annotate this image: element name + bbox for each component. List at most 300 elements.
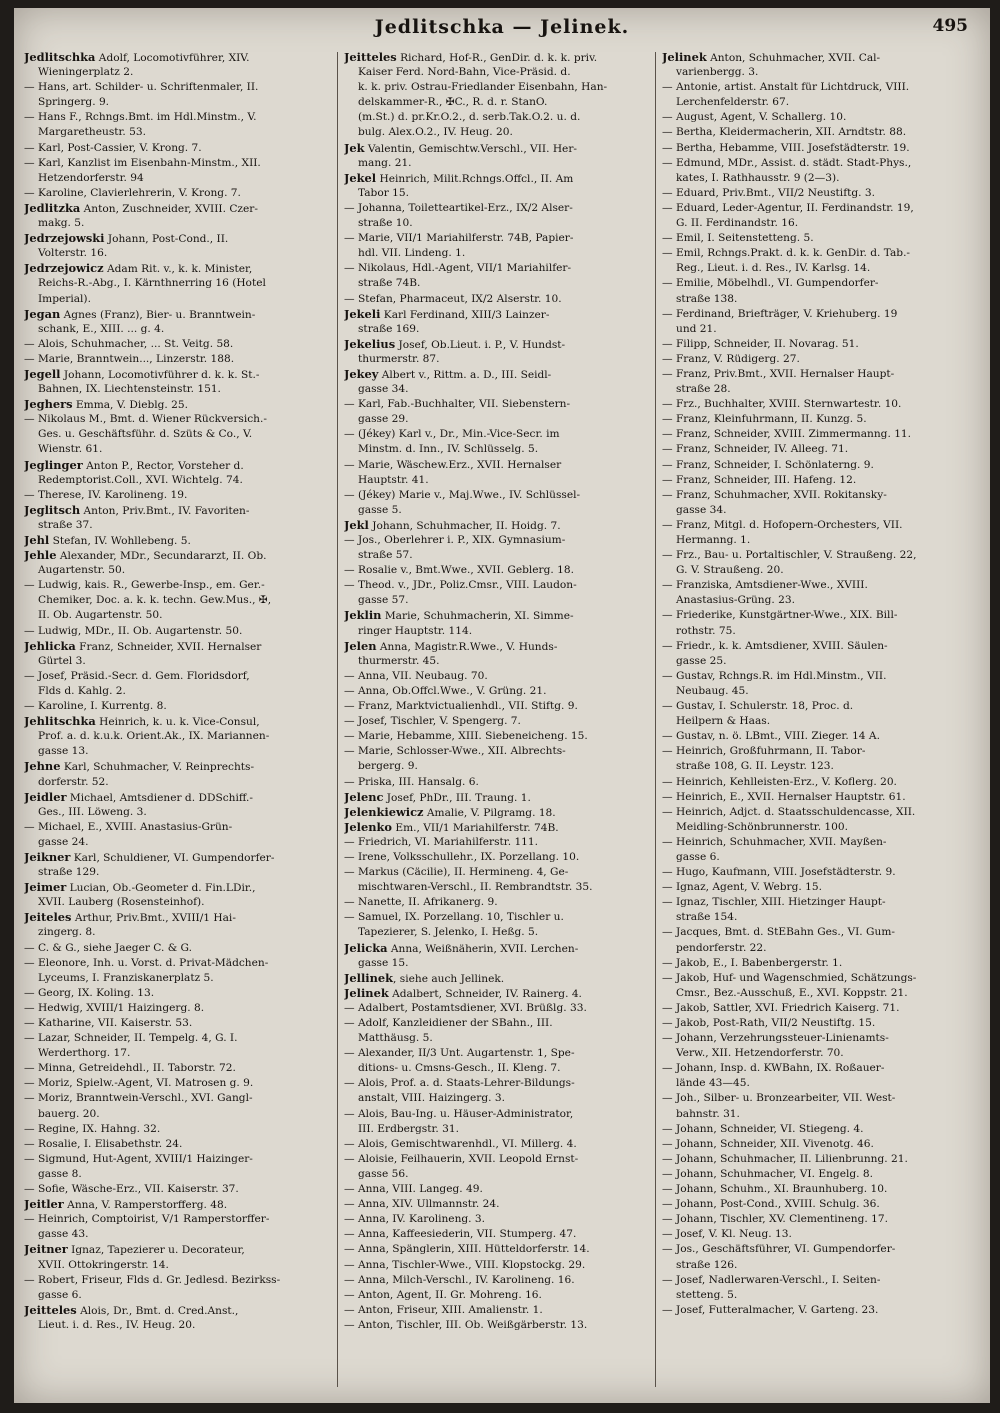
entry-text: XVII. Lauberg (Rosensteinhof). [38, 896, 205, 909]
entry-text: — Ignaz, Agent, V. Webrg. 15. [662, 881, 822, 894]
entry-text: — Hans, art. Schilder- u. Schriftenmaler, II. [24, 81, 259, 94]
directory-line [662, 835, 964, 850]
directory-line [662, 1001, 964, 1016]
entry-text: G. II. Ferdinandstr. 16. [676, 217, 799, 230]
directory-line [662, 563, 964, 578]
directory-line [662, 624, 964, 639]
directory-line [24, 790, 326, 805]
entry-text: Emma, V. Dieblg. 25. [72, 399, 189, 412]
entry-text: — Frz., Buchhalter, XVIII. Sternwartestr. 10. [662, 398, 902, 411]
directory-line [344, 261, 646, 276]
directory-line [344, 684, 646, 699]
surname: Jeikner [24, 849, 71, 864]
directory-line [344, 1107, 646, 1122]
entry-text: — Franz, Mitgl. d. Hofopern-Orchesters, VII. [662, 518, 903, 531]
directory-line [344, 201, 646, 216]
directory-line [24, 1212, 326, 1227]
directory-line [344, 654, 646, 669]
entry-text: Marie, Schuhmacherin, XI. Simme- [381, 610, 574, 623]
entry-text: — Gustav, I. Schulerstr. 18, Proc. d. [662, 700, 854, 713]
entry-text: — Lazar, Schneider, II. Tempelg. 4, G. I. [24, 1032, 238, 1045]
entry-text: — Anton, Tischler, III. Ob. Weißgärberstr. 13. [344, 1318, 588, 1331]
entry-text: gasse 5. [358, 503, 402, 516]
entry-text: — Bertha, Kleidermacherin, XII. Arndtstr. 88. [662, 126, 907, 139]
entry-text: Alexander, MDr., Secundararzt, II. Ob. [56, 550, 267, 563]
entry-text: — Marie, Branntwein..., Linzerstr. 188. [24, 352, 235, 365]
directory-line [24, 1242, 326, 1257]
directory-line [662, 1242, 964, 1257]
entry-text: — Jakob, Sattler, XVI. Friedrich Kaiserg. 71. [662, 1001, 900, 1014]
entry-text: — Josef, Präsid.-Secr. d. Gem. Floridsdorf, [24, 669, 250, 682]
directory-line [344, 1122, 646, 1137]
surname: Jedrzejowicz [24, 261, 104, 276]
entry-text: — Rosalie, I. Elisabethstr. 24. [24, 1137, 183, 1150]
entry-text: Franz, Schneider, XVII. Hernalser [75, 640, 262, 653]
entry-text: Minstm. d. Inn., IV. Schlüsselg. 5. [358, 443, 539, 456]
entry-text: — Anton, Agent, II. Gr. Mohreng. 16. [344, 1288, 542, 1301]
directory-line [24, 352, 326, 367]
directory-line [344, 442, 646, 457]
column-divider [655, 52, 656, 1387]
directory-line [24, 1001, 326, 1016]
entry-text: Volterstr. 16. [38, 247, 108, 260]
directory-line [344, 729, 646, 744]
directory-line [662, 1288, 964, 1303]
entry-text: Richard, Hof-R., GenDir. d. k. k. priv. [396, 52, 598, 64]
directory-line [662, 276, 964, 291]
directory-line [24, 895, 326, 910]
entry-text: und 21. [676, 322, 717, 335]
entry-text: — Jos., Geschäftsführer, VI. Gumpendorfer- [662, 1243, 896, 1256]
directory-line [344, 1227, 646, 1242]
directory-line [662, 367, 964, 382]
entry-text: dorferstr. 52. [38, 775, 109, 788]
entry-text: — Robert, Friseur, Flds d. Gr. Jedlesd. Bezirkss- [24, 1273, 281, 1286]
entry-text: — Therese, IV. Karolineng. 19. [24, 488, 188, 501]
entry-text: II. Ob. Augartenstr. 50. [38, 609, 163, 622]
directory-line [662, 397, 964, 412]
entry-text: Johann, Locomotivführer d. k. k. St.- [60, 368, 260, 381]
directory-line [344, 593, 646, 608]
entry-text: Bahnen, IX. Liechtensteinstr. 151. [38, 383, 221, 396]
entry-text: Karl Ferdinand, XIII/3 Lainzer- [380, 308, 550, 321]
directory-line [24, 503, 326, 518]
directory-line [662, 654, 964, 669]
directory-line [344, 50, 646, 65]
directory-line [662, 714, 964, 729]
directory-line [344, 307, 646, 322]
entry-text: gasse 56. [358, 1167, 409, 1180]
directory-line [344, 805, 646, 820]
directory-line [662, 895, 964, 910]
entry-text: straße 108, G. II. Leystr. 123. [676, 760, 834, 773]
entry-text: Margaretheustr. 53. [38, 126, 147, 139]
directory-line [24, 1197, 326, 1212]
entry-text: Imperial). [38, 292, 91, 305]
directory-line [24, 1318, 326, 1333]
entry-text: Gürtel 3. [38, 654, 86, 667]
directory-line [344, 925, 646, 940]
entry-text: — Anna, Tischler-Wwe., VIII. Klopstockg. 29. [344, 1258, 586, 1271]
directory-line [662, 744, 964, 759]
directory-line [24, 759, 326, 774]
directory-line [24, 910, 326, 925]
entry-text: Adalbert, Schneider, IV. Rainerg. 4. [388, 987, 582, 1000]
directory-line [344, 1152, 646, 1167]
page-number: 495 [932, 16, 968, 36]
entry-text: — Johann, Post-Cond., XVIII. Schulg. 36. [662, 1198, 880, 1211]
directory-line [344, 186, 646, 201]
surname: Jellinek [344, 970, 394, 985]
entry-text: — Jacques, Bmt. d. StEBahn Ges., VI. Gum- [662, 926, 895, 939]
entry-text: Hetzendorferstr. 94 [38, 171, 144, 184]
entry-text: Amalie, V. Pilgramg. 18. [423, 806, 556, 819]
directory-line [344, 80, 646, 95]
directory-line [24, 488, 326, 503]
entry-text: — Franz, V. Rüdigerg. 27. [662, 352, 800, 365]
entry-text: — Johann, Insp. d. KWBahn, IX. Roßauer- [662, 1062, 885, 1075]
entry-text: straße 28. [676, 383, 731, 396]
directory-line [344, 744, 646, 759]
entry-text: Anna, Weißnäherin, XVII. Lerchen- [387, 942, 579, 955]
surname: Jeitteles [24, 1302, 77, 1317]
entry-text: — Friedrich, VI. Mariahilferstr. 111. [344, 835, 539, 848]
directory-line [662, 1031, 964, 1046]
directory-line [662, 533, 964, 548]
directory-line [24, 458, 326, 473]
directory-line [24, 820, 326, 835]
directory-line [24, 1061, 326, 1076]
directory-line [662, 1061, 964, 1076]
directory-line [24, 307, 326, 322]
directory-line [344, 971, 646, 986]
directory-line [344, 141, 646, 156]
directory-line [24, 442, 326, 457]
surname: Jedlitzka [24, 200, 81, 215]
entry-text: — Michael, E., XVIII. Anastasius-Grün- [24, 820, 233, 833]
entry-text: — Karoline, Clavierlehrerin, V. Krong. 7. [24, 186, 241, 199]
entry-text: Johann, Post-Cond., II. [104, 233, 229, 246]
entry-text: — Karl, Post-Cassier, V. Krong. 7. [24, 141, 202, 154]
entry-text: — Minna, Getreidehdl., II. Taborstr. 72. [24, 1062, 236, 1075]
entry-text: gasse 15. [358, 956, 409, 969]
entry-text: stetteng. 5. [676, 1288, 738, 1301]
directory-line [662, 1303, 964, 1318]
directory-line [24, 261, 326, 276]
directory-line [344, 880, 646, 895]
entry-text: — Ferdinand, Briefträger, V. Kriehuberg. 19 [662, 307, 898, 320]
directory-line [24, 684, 326, 699]
entry-text: bergerg. 9. [358, 760, 418, 773]
directory-line [24, 518, 326, 533]
directory-line [662, 201, 964, 216]
directory-line [662, 971, 964, 986]
directory-line [662, 925, 964, 940]
directory-line [344, 1046, 646, 1061]
entry-text: Arthur, Priv.Bmt., XVIII/1 Hai- [71, 912, 236, 925]
directory-line [344, 578, 646, 593]
entry-text: Cmsr., Bez.-Ausschuß, E., XVI. Koppstr. 21. [676, 986, 908, 999]
directory-line [662, 80, 964, 95]
surname: Jelinek [662, 50, 707, 64]
directory-line [344, 533, 646, 548]
entry-text: Adam Rit. v., k. k. Minister, [103, 263, 253, 276]
directory-line [344, 669, 646, 684]
entry-text: — Franz, Marktvictualienhdl., VII. Stiftg. 9. [344, 700, 578, 713]
surname: Jehle [24, 548, 57, 563]
entry-text: — Franziska, Amtsdiener-Wwe., XVIII. [662, 579, 868, 592]
entry-text: Stefan, IV. Wohllebeng. 5. [49, 535, 191, 547]
entry-text: — Alois, Schuhmacher, ... St. Veitg. 58. [24, 337, 234, 350]
directory-line [344, 775, 646, 790]
directory-line [344, 563, 646, 578]
directory-line [662, 941, 964, 956]
entry-text: — Alois, Gemischtwarenhdl., VI. Millerg. 4. [344, 1137, 577, 1150]
surname: Jeglinger [24, 457, 83, 472]
directory-line [24, 578, 326, 593]
entry-text: — Heinrich, Adjct. d. Staatsschuldencasse, XII. [662, 805, 916, 818]
entry-text: — Jakob, E., I. Babenbergerstr. 1. [662, 956, 843, 969]
entry-text: — Johann, Tischler, XV. Clementineng. 17. [662, 1213, 888, 1226]
surname: Jeghers [24, 397, 73, 412]
directory-line [662, 50, 964, 65]
directory-line [24, 322, 326, 337]
entry-text: Tabor 15. [358, 186, 409, 199]
directory-line [662, 156, 964, 171]
directory-line [24, 156, 326, 171]
entry-text: bauerg. 20. [38, 1107, 100, 1120]
directory-line [662, 503, 964, 518]
directory-line [24, 941, 326, 956]
surname: Jekelius [344, 336, 396, 351]
entry-text: Chemiker, Doc. a. k. k. techn. Gew.Mus., ✠, [38, 594, 272, 607]
directory-line [662, 956, 964, 971]
directory-line [24, 729, 326, 744]
entry-text: — Nikolaus, Hdl.-Agent, VII/1 Mariahilfer- [344, 262, 572, 275]
entry-text: — Alexander, II/3 Unt. Augartenstr. 1, Spe- [344, 1047, 575, 1060]
entry-text: gasse 13. [38, 745, 89, 758]
directory-line [662, 1091, 964, 1106]
directory-line [662, 820, 964, 835]
entry-text: — Bertha, Hebamme, VIII. Josefstädterstr. 19. [662, 141, 910, 154]
surname: Jegell [24, 366, 61, 381]
directory-line [344, 65, 646, 80]
directory-line [344, 1273, 646, 1288]
entry-text: — Anna, Milch-Verschl., IV. Karolineng. 16. [344, 1273, 575, 1286]
entry-text: — Georg, IX. Koling. 13. [24, 986, 155, 999]
directory-line [24, 1227, 326, 1242]
directory-line [24, 1076, 326, 1091]
directory-line [662, 216, 964, 231]
entry-text: — Josef, V. Kl. Neug. 13. [662, 1228, 792, 1241]
entry-text: — Filipp, Schneider, II. Novarag. 51. [662, 337, 859, 350]
entry-text: XVII. Ottokringerstr. 14. [38, 1258, 169, 1271]
entry-text: gasse 43. [38, 1228, 89, 1241]
directory-line [344, 639, 646, 654]
entry-text: — Johann, Schneider, VI. Stiegeng. 4. [662, 1122, 864, 1135]
entry-text: pendorferstr. 22. [676, 941, 767, 954]
directory-line [344, 518, 646, 533]
entry-text: — Johann, Verzehrungssteuer-Linienamts- [662, 1032, 889, 1045]
entry-text: Ges., III. Löweng. 3. [38, 805, 147, 818]
entry-text: straße 74B. [358, 277, 421, 290]
directory-line [24, 805, 326, 820]
directory-line [24, 835, 326, 850]
directory-line [24, 473, 326, 488]
entry-text: — Samuel, IX. Porzellang. 10, Tischler u. [344, 911, 564, 924]
directory-line [662, 322, 964, 337]
entry-text: — Anton, Friseur, XIII. Amalienstr. 1. [344, 1303, 543, 1316]
entry-text: — Gustav, n. ö. LBmt., VIII. Zieger. 14 A. [662, 730, 880, 743]
entry-text: Werderthorg. 17. [38, 1047, 131, 1060]
directory-line [662, 246, 964, 261]
surname: Jehl [24, 533, 50, 547]
directory-line [662, 65, 964, 80]
entry-text: zingerg. 8. [38, 926, 96, 939]
entry-text: — Anna, Ob.Offcl.Wwe., V. Grüng. 21. [344, 684, 547, 697]
directory-line [662, 775, 964, 790]
directory-line [662, 518, 964, 533]
directory-line [344, 548, 646, 563]
directory-line [344, 110, 646, 125]
entry-text: Wienstr. 61. [38, 443, 103, 456]
entry-text: Anton P., Rector, Vorsteher d. [82, 459, 244, 472]
directory-line [24, 276, 326, 291]
directory-line [24, 608, 326, 623]
directory-line [662, 805, 964, 820]
entry-text: Lieut. i. d. Res., IV. Heug. 20. [38, 1318, 196, 1331]
directory-line [344, 1242, 646, 1257]
directory-line [24, 850, 326, 865]
entry-text: — August, Agent, V. Schallerg. 10. [662, 111, 847, 124]
entry-text: — Anna, IV. Karolineng. 3. [344, 1213, 486, 1226]
directory-line [24, 880, 326, 895]
entry-text: — Jos., Oberlehrer i. P., XIX. Gymnasium- [344, 534, 566, 546]
entry-text: — Jakob, Post-Rath, VII/2 Neustiftg. 15. [662, 1017, 876, 1029]
entry-text: straße 37. [38, 518, 93, 531]
entry-text: — Franz, Schneider, I. Schönlaterng. 9. [662, 458, 874, 471]
surname: Jelinek [344, 985, 389, 1000]
entry-text: — Josef, Futteralmacher, V. Garteng. 23. [662, 1303, 879, 1316]
directory-line [24, 382, 326, 397]
directory-column-3 [662, 50, 964, 1318]
directory-line [662, 292, 964, 307]
directory-line [24, 1258, 326, 1273]
directory-line [662, 261, 964, 276]
directory-line [24, 775, 326, 790]
surname: Jeitteles [344, 50, 397, 64]
directory-line [662, 850, 964, 865]
entry-text: — Josef, Tischler, V. Spengerg. 7. [344, 715, 521, 728]
directory-line [662, 669, 964, 684]
entry-text: Anna, V. Ramperstorfferg. 48. [63, 1199, 228, 1212]
directory-line [344, 427, 646, 442]
entry-text: — Heinrich, Kehlleisten-Erz., V. Koflerg. 20. [662, 775, 897, 788]
directory-line [24, 1182, 326, 1197]
entry-text: straße 10. [358, 217, 413, 230]
entry-text: mischtwaren-Verschl., II. Rembrandtstr. 35. [358, 881, 593, 894]
directory-line [344, 790, 646, 805]
entry-text: Anton, Schuhmacher, XVII. Cal- [706, 52, 881, 64]
entry-text: Hauptstr. 41. [358, 473, 429, 486]
directory-line [344, 382, 646, 397]
entry-text: Augartenstr. 50. [38, 564, 126, 577]
entry-text: — Johann, Schuhm., XI. Braunhuberg. 10. [662, 1183, 888, 1196]
entry-text: ditions- u. Cmsns-Gesch., II. Kleng. 7. [358, 1062, 561, 1075]
entry-text: — Katharine, VII. Kaiserstr. 53. [24, 1017, 193, 1029]
directory-line [662, 382, 964, 397]
entry-text: — Karl, Kanzlist im Eisenbahn-Minstm., XII. [24, 156, 261, 169]
directory-line [344, 231, 646, 246]
entry-text: kates, I. Rathhausstr. 9 (2—3). [676, 171, 840, 184]
directory-line [344, 216, 646, 231]
directory-line [662, 1076, 964, 1091]
directory-line [662, 578, 964, 593]
directory-line [662, 1273, 964, 1288]
directory-line [344, 1061, 646, 1076]
entry-text: — Stefan, Pharmaceut, IX/2 Alserstr. 10. [344, 292, 562, 305]
surname: Jeklin [344, 608, 382, 623]
entry-text: Tapezierer, S. Jelenko, I. Heßg. 5. [358, 926, 539, 939]
entry-text: bulg. Alex.O.2., IV. Heug. 20. [358, 126, 513, 139]
entry-text: Anastasius-Grüng. 23. [676, 594, 795, 607]
entry-text: — Josef, Nadlerwaren-Verschl., I. Seiten- [662, 1273, 881, 1286]
entry-text: makg. 5. [38, 217, 85, 230]
directory-line [344, 1137, 646, 1152]
directory-line [344, 835, 646, 850]
directory-line [662, 1197, 964, 1212]
entry-text: — Frz., Bau- u. Portaltischler, V. Straußeng. 22, [662, 549, 917, 562]
surname: Jeiteles [24, 910, 72, 925]
entry-text: — Jakob, Huf- und Wagenschmied, Schätzungs- [662, 971, 917, 984]
directory-line [24, 714, 326, 729]
directory-line [24, 216, 326, 231]
entry-text: — Anna, VII. Neubaug. 70. [344, 669, 488, 682]
entry-text: Prof. a. d. k.u.k. Orient.Ak., IX. Mariannen- [38, 730, 270, 743]
entry-text: Springerg. 9. [38, 96, 110, 109]
surname: Jehne [24, 759, 61, 774]
directory-line [344, 156, 646, 171]
surname: Jeitner [24, 1242, 68, 1257]
entry-text: — Sigmund, Hut-Agent, XVIII/1 Haizinger- [24, 1152, 253, 1165]
directory-line [662, 488, 964, 503]
directory-column-1 [24, 50, 326, 1333]
surname: Jehlicka [24, 638, 76, 653]
directory-line [662, 427, 964, 442]
entry-text: straße 57. [358, 549, 413, 562]
directory-line [24, 986, 326, 1001]
entry-text: gasse 57. [358, 594, 409, 607]
entry-text: — Alois, Prof. a. d. Staats-Lehrer-Bildungs- [344, 1077, 575, 1090]
surname: Jekl [344, 517, 369, 532]
entry-text: — Ludwig, MDr., II. Ob. Augartenstr. 50. [24, 624, 243, 637]
surname: Jeidler [24, 789, 67, 804]
directory-line [344, 1076, 646, 1091]
entry-text: gasse 29. [358, 413, 409, 426]
entry-text: straße 154. [676, 911, 738, 924]
directory-line [24, 1122, 326, 1137]
entry-text: Albert v., Rittm. a. D., III. Seidl- [378, 368, 552, 381]
entry-text: thurmerstr. 45. [358, 654, 440, 667]
directory-line [24, 1288, 326, 1303]
directory-line [24, 1016, 326, 1031]
directory-line [662, 125, 964, 140]
entry-text: — Eduard, Leder-Agentur, II. Ferdinandstr. 19, [662, 201, 914, 214]
page-header [14, 16, 990, 46]
directory-line [24, 201, 326, 216]
entry-text: gasse 24. [38, 835, 89, 848]
entry-text: Lerchenfelderstr. 67. [676, 96, 790, 109]
